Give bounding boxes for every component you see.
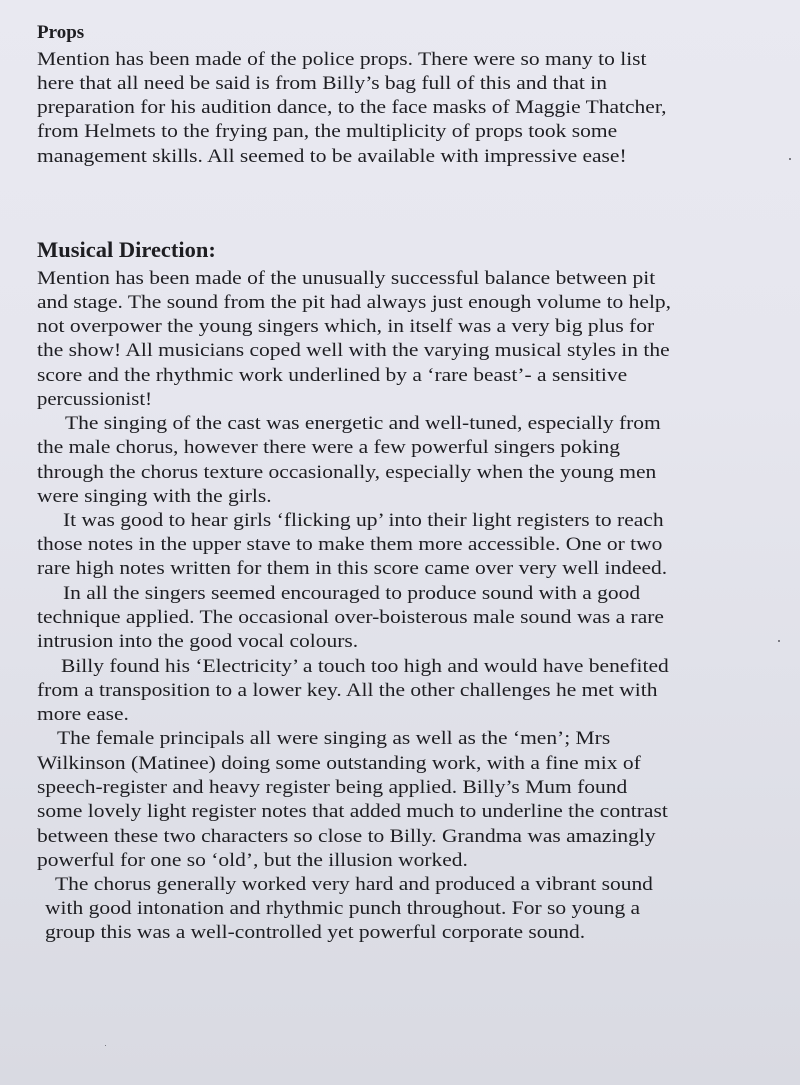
musical-direction-text-line: with good intonation and rhythmic punch throughout. For so young a bbox=[45, 898, 641, 919]
musical-direction-text-line: not overpower the young singers which, in itself was a very big plus for bbox=[37, 316, 655, 337]
musical-direction-text-line: rare high notes written for them in this score came over very well indeed. bbox=[37, 558, 668, 579]
props-text-line: preparation for his audition dance, to the face masks of Maggie Thatcher, bbox=[37, 97, 667, 118]
musical-direction-text-line: It was good to hear girls ‘flicking up’ into their light registers to reach bbox=[63, 510, 664, 531]
musical-direction-text-line: The chorus generally worked very hard and produced a vibrant sound bbox=[55, 874, 653, 895]
musical-direction-text-line: speech-register and heavy register being applied. Billy’s Mum found bbox=[37, 777, 628, 798]
props-text-line: management skills. All seemed to be available with impressive ease! bbox=[37, 146, 627, 167]
musical-direction-heading: Musical Direction: bbox=[37, 237, 216, 262]
musical-direction-text-line: the show! All musicians coped well with the varying musical styles in the bbox=[37, 340, 670, 361]
musical-direction-text-line: between these two characters so close to Billy. Grandma was amazingly bbox=[37, 826, 656, 847]
musical-direction-text-line: those notes in the upper stave to make them more accessible. One or two bbox=[37, 534, 663, 555]
musical-direction-text-line: Wilkinson (Matinee) doing some outstanding work, with a fine mix of bbox=[37, 753, 641, 774]
musical-direction-text-line: powerful for one so ‘old’, but the illusion worked. bbox=[37, 850, 468, 871]
musical-direction-text-line: In all the singers seemed encouraged to produce sound with a good bbox=[63, 583, 641, 604]
musical-direction-text-line: more ease. bbox=[37, 704, 129, 725]
musical-direction-text-line: some lovely light register notes that added much to underline the contrast bbox=[37, 801, 668, 822]
props-text-line: here that all need be said is from Billy’s bag full of this and that in bbox=[37, 73, 607, 94]
musical-direction-text-line: The singing of the cast was energetic and well-tuned, especially from bbox=[65, 413, 661, 434]
musical-direction-text-line: technique applied. The occasional over-boisterous male sound was a rare bbox=[37, 607, 664, 628]
musical-direction-text-line: intrusion into the good vocal colours. bbox=[37, 631, 359, 652]
musical-direction-text-line: score and the rhythmic work underlined by a ‘rare beast’- a sensitive bbox=[37, 365, 628, 386]
musical-direction-text-line: The female principals all were singing as well as the ‘men’; Mrs bbox=[57, 728, 611, 749]
musical-direction-text-line: Billy found his ‘Electricity’ a touch too high and would have benefited bbox=[61, 656, 669, 677]
musical-direction-text-line: percussionist! bbox=[37, 389, 153, 410]
props-text-line: from Helmets to the frying pan, the multiplicity of props took some bbox=[37, 121, 618, 142]
musical-direction-text-line: and stage. The sound from the pit had always just enough volume to help, bbox=[37, 292, 672, 313]
musical-direction-text-line: through the chorus texture occasionally, especially when the young men bbox=[37, 462, 657, 483]
props-heading: Props bbox=[37, 22, 85, 43]
paper-speck bbox=[778, 640, 780, 642]
musical-direction-text-line: were singing with the girls. bbox=[37, 486, 272, 507]
paper-speck bbox=[105, 1045, 106, 1046]
paper-speck bbox=[789, 158, 791, 160]
props-text-line: Mention has been made of the police props. There were so many to list bbox=[37, 49, 647, 70]
musical-direction-text-line: group this was a well-controlled yet powerful corporate sound. bbox=[45, 922, 586, 943]
musical-direction-text-line: Mention has been made of the unusually successful balance between pit bbox=[37, 268, 656, 289]
musical-direction-text-line: the male chorus, however there were a few powerful singers poking bbox=[37, 437, 621, 458]
musical-direction-text-line: from a transposition to a lower key. All the other challenges he met with bbox=[37, 680, 658, 701]
